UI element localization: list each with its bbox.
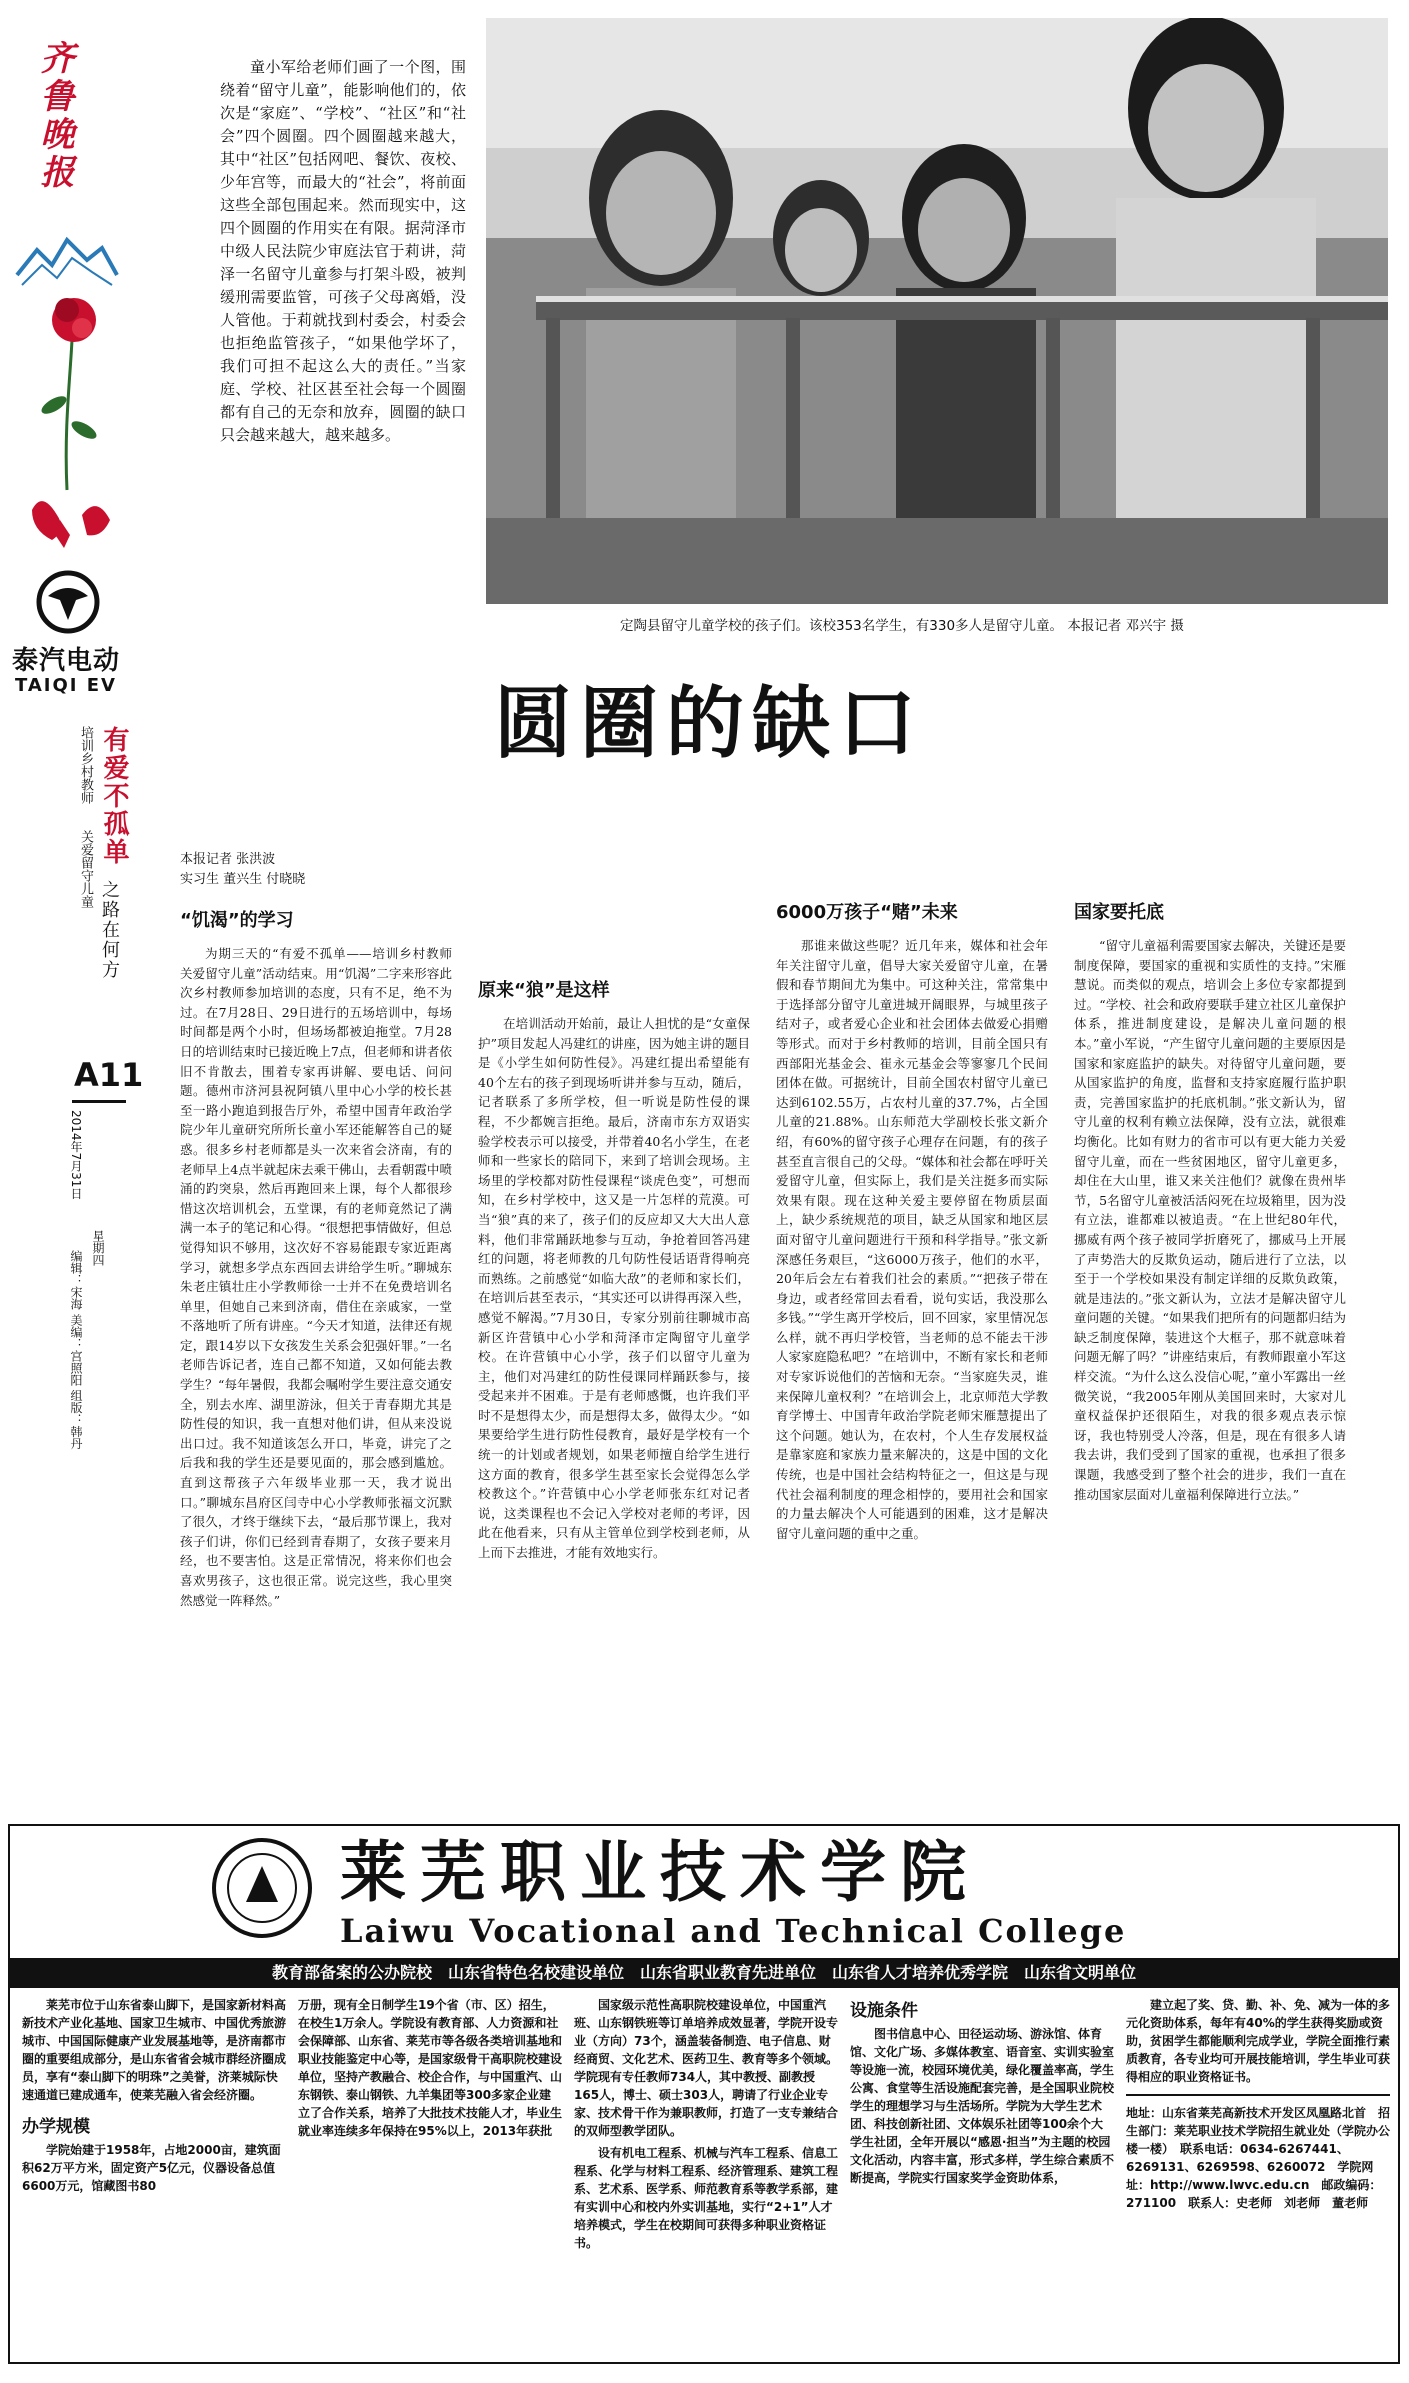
- masthead-paper-name: 齐鲁晚报: [34, 40, 74, 192]
- article-col-4: [1074, 838, 1346, 1818]
- sponsor-brand: 泰汽电动: [11, 646, 120, 676]
- sponsor-brand-en: TAIQI EV: [14, 675, 117, 696]
- series-sub: 之路在何方: [99, 880, 120, 980]
- ad-col4-subhead: 设施条件: [850, 2001, 918, 2021]
- col3-subhead: 6000万孩子“赌”未来: [776, 902, 958, 923]
- byline-line1: 本报记者 张洪波: [180, 852, 276, 867]
- series-kicker-right: 关爱留守儿童: [78, 830, 93, 908]
- ad-col1-b: 学院始建于1958年，占地2000亩，建筑面积62万平方米，固定资产5亿元，仪器设备总值6600万元，馆藏图书80: [22, 2143, 281, 2193]
- ad-col3-b: 设有机电工程系、机械与汽车工程系、信息工程系、化学与材料工程系、经济管理系、建筑工程系、艺术系、医学系、师范教育系等教学系部，建有实训中心和校内外实训基地，实行“2+1”人才培养模式，学生在校期间可获得多种职业资格证书。: [574, 2146, 838, 2250]
- left-rail: [0, 0, 144, 1800]
- article-col-1: [180, 900, 452, 1820]
- ad-col-5: [1126, 1996, 1390, 2356]
- ad-col5-text: 建立起了奖、贷、勤、补、免、减为一体的多元化资助体系，每年有40%的学生获得奖励或资助，贫困学生都能顺利完成学业，学院全面推行素质教育，各专业均可开展技能培训，学生毕业可获得相应的职业资格证书。: [1126, 1998, 1390, 2084]
- page-date: 2014年7月31日: [69, 1110, 83, 1200]
- ad-college-name: 莱芜职业技术学院: [340, 1833, 980, 1911]
- rail-rule: [72, 1100, 126, 1103]
- col4-text: “留守儿童福利需要国家去解决，关键还是要制度保障，要国家的重视和实质性的支持。”宋雁慧说。而类似的观点，培训会上多位专家都提到过。“学校、社会和政府要联手建立社区儿童保护体系，推进制度建设，是解决儿童问题的根本。”童小军说，“产生留守儿童问题的主要原因是国家和家庭监护的缺失。对待留守儿童问题，要从国家监护的角度，监督和支持家庭履行监护职责，完善国家监护的托底机制。”张文新认为，留守儿童的权利有赖立法保障，没有立法，就很难均衡化。比如有财力的省市可以有更大能力关爱留守儿童，而在一些贫困地区，留守儿童更多，却住在大山里，谁又来关注他们？就像在贵州毕节，5名留守儿童被活活闷死在垃圾箱里，因为没有立法，谁都难以被追责。“在上世纪80年代，挪威有两个孩子被同学折磨死了，挪威马上开展了声势浩大的反欺负运动，随后进行了立法，以至于一个学校如果没有制定详细的反欺负政策，就是违法的。”张文新认为，立法才是解决留守儿童问题的关键。“如果我们把所有的问题都归结为缺乏制度保障，装进这个大框子，那不就意味着问题无解了吗？”讲座结束后，有教师跟童小军这样交流。“为什么这么没信心呢，”童小军露出一丝微笑说，“我2005年刚从美国回来时，大家对儿童权益保护还很陌生，对我的很多观点表示惊讶，我也特别受人冷落，但是，现在有很多人请我去讲，我们受到了国家的重视，也承担了很多课题，我感受到了整个社会的进步，我们一直在推动国家层面对儿童福利保障进行立法。”: [1074, 938, 1346, 1502]
- article-col-2: [478, 838, 750, 1818]
- ad-col5-rule: [1126, 2094, 1390, 2096]
- col1-subhead: “饥渴”的学习: [180, 910, 294, 931]
- col2-text: 在培训活动开始前，最让人担忧的是“女童保护”项目发起人冯建红的讲座，因为她主讲的题目是《小学生如何防性侵》。冯建红提出希望能有40个左右的孩子到现场听讲并参与互动，随后，记者联系了多所学校，但一听说是防性侵的课程，不少都婉言拒绝。最后，济南市东方双语实验学校表示可以接受，并带着40名小学生，在老师和一些家长的陪同下，来到了培训会现场。主场里的学校都对防性侵课程“谈虎色变”，可想而知，在乡村学校中，这又是一片怎样的荒漠。可当“狼”真的来了，孩子们的反应却又大大出人意料，他们非常踊跃地参与互动，争抢着回答冯建红的问题，将老师教的几句防性侵话语背得响亮而熟练。之前感觉“如临大敌”的老师和家长们，在培训后甚至表示，“其实还可以讲得再深入些，感觉不解渴。”7月30日，专家分别前往聊城市高新区许营镇中心小学和菏泽市定陶留守儿童学校。在许营镇中心小学，孩子们以留守儿童为主，他们对冯建红的防性侵课同样踊跃参与，接受起来并不困难。于是有老师感慨，也许我们平时不是想得太少，而是想得太多，做得太少。“如果要给学生进行防性侵教育，最好是学校有一个统一的计划或者规划，如果老师擅自给学生进行这方面的教育，很多学生甚至家长会觉得怎么学校教这个。”许营镇中心小学老师张东红对记者说，这类课程也不会记入学校对老师的考评，因此在他看来，只有从主管单位到学校到老师，从上而下去推进，才能有效地实行。: [478, 1016, 750, 1561]
- lead-photo: [486, 18, 1388, 604]
- ad-col-2: [298, 1996, 562, 2356]
- ad-col2-text: 万册，现有全日制学生19个省（市、区）招生，在校生1万余人。学院设有教育部、人力资源和社会保障部、山东省、莱芜市等各级各类培训基地和职业技能鉴定中心等，是国家级骨干高职院校建设单位，坚持产教融合、校企合作，与中国重汽、山东钢铁、泰山钢铁、九羊集团等300多家企业建立了合作关系，培养了大批技术技能人才，毕业生就业率连续多年保持在95%以上，2013年获批: [298, 1998, 562, 2138]
- page-editor: 编辑：宋海 美编：宫照阳 组版：韩丹: [69, 1250, 83, 1450]
- ad-banner: 教育部备案的公办院校 山东省特色名校建设单位 山东省职业教育先进单位 山东省人才培养优秀学院 山东省文明单位: [10, 1958, 1398, 1988]
- ad-col-3: [574, 1996, 838, 2356]
- col2-subhead: 原来“狼”是这样: [478, 980, 610, 1001]
- series-kicker-left: 培训乡村教师: [78, 726, 93, 804]
- ad-block: [8, 1824, 1400, 2364]
- page-number: A11: [74, 1056, 144, 1094]
- page-weekday: 星期四: [91, 1230, 105, 1266]
- photo-caption: 定陶县留守儿童学校的孩子们。该校353名学生，有330多人是留守儿童。 本报记者 邓兴宇 摄: [620, 618, 1184, 634]
- ad-col1-text: 莱芜市位于山东省泰山脚下，是国家新材料高新技术产业化基地、国家卫生城市、中国优秀旅游城市、中国国际健康产业发展基地等，是济南都市圈的重要组成部分，是山东省省会城市群经济圈成员，享有“泰山脚下的明珠”之美誉，济莱城际快速通道已建成通车，使莱芜融入省会经济圈。: [22, 1998, 286, 2102]
- college-seal-icon: [210, 1836, 314, 1940]
- ad-col-1: [22, 1996, 286, 2356]
- intro-text: 童小军给老师们画了一个图，围绕着“留守儿童”，能影响他们的，依次是“家庭”、“学校”、“社区”和“社会”四个圆圈。四个圆圈越来越大，其中“社区”包括网吧、餐饮、夜校、少年宫等，而最大的“社会”，将前面这些全部包围起来。然而现实中，这四个圆圈的作用实在有限。据菏泽市中级人民法院少审庭法官于莉讲，菏泽一名留守儿童参与打架斗殴，被判缓刑需要监管，可孩子父母离婚，没人管他。于莉就找到村委会，村委会也拒绝监管孩子，“如果他学坏了，我们可担不起这么大的责任。”当家庭、学校、社区甚至社会每一个圆圈都有自己的无奈和放弃，圆圈的缺口只会越来越大，越来越多。: [220, 58, 466, 444]
- ad-col5-contact: 地址：山东省莱芜高新技术开发区凤凰路北首 招生部门：莱芜职业技术学院招生就业处（学院办公楼一楼） 联系电话：0634-6267441、6269131、6269598、6260072 学院网址：http://www.lwvc.edu.cn 邮政编码：271100 联系人：史老师 刘老师 董老师: [1126, 2106, 1390, 2210]
- ad-col3-text: 国家级示范性高职院校建设单位，中国重汽班、山东钢铁班等订单培养成效显著，学院开设专业（方向）73个，涵盖装备制造、电子信息、财经商贸、文化艺术、医药卫生、教育等多个领域。学院现有专任教师734人，其中教授、副教授165人，博士、硕士303人，聘请了行业企业专家、技术骨干作为兼职教师，打造了一支专兼结合的双师型教学团队。: [574, 1998, 838, 2138]
- headline: 圆圈的缺口: [494, 679, 925, 769]
- col1-text: 为期三天的“有爱不孤单——培训乡村教师 关爱留守儿童”活动结束。用“饥渴”二字来形容此次乡村教师参加培训的态度，只有不足，绝不为过。在7月28日、29日进行的五场培训中，每场时间都是两个小时，但场场都被迫拖堂。7月28日的培训结束时已接近晚上7点，但老师和讲者依旧不肯散去，围着专家再讲解、要电话、问问题。德州市济河县祝阿镇八里中心小学的校长甚至一路小跑追到报告厅外，希望中国青年政治学院少年儿童研究所所长童小军还能解答自己的疑惑。很多乡村老师都是头一次来省会济南，有的老师早上4点半就起床去乘干佛山，去看朝霞中喷涌的趵突泉，然后再跑回来上课，每个人都很珍惜这次培训机会，五堂课，有的老师竟然记了满满一本子的笔记和心得。“很想把事情做好，但总觉得知识不够用，这次好不容易能跟专家近距离学习，就想多学点东西回去讲给学生听。”聊城东朱老庄镇壮庄小学教师徐一士并不在免费培训名单里，但她自己来到济南，借住在亲戚家，一堂不落地听了所有讲座。“今天才知道，法律还有规定，跟14岁以下女孩发生关系会犯强奸罪。”一名老师告诉记者，连自己都不知道，又如何能去教学生？“每年暑假，我都会嘱咐学生要注意交通安全，别去水库、湖里游泳，但关于青春期尤其是防性侵的知识，我一直想对他们讲，但从来没说出口过。我不知道该怎么开口，毕竟，讲完了之后我和我的学生还是要见面的，那会感到尴尬。直到这帮孩子六年级毕业那一天，我才说出口。”聊城东昌府区闫寺中心小学教师张福文沉默了很久，才终于继续下去，“最后那节课上，我对孩子们讲，你们已经到青春期了，女孩子要来月经，也不要害怕。这是正常情况，将来你们也会喜欢男孩子，这也很正常。说完这些，我心里突然感觉一阵释然。”: [180, 946, 452, 1608]
- col3-text: 那谁来做这些呢？近几年来，媒体和社会年年关注留守儿童，倡导大家关爱留守儿童，在暑假和春节期间尤为集中。可这种关注，常常集中于选择部分留守儿童进城开阔眼界，与城里孩子结对子，或者爱心企业和社会团体去做爱心捐赠等形式。而对于乡村教师的培训，目前全国只有西部阳光基金会、崔永元基金会等寥寥几个民间团体在做。可据统计，目前全国农村留守儿童已达到6102.55万，占农村儿童的37.7%，占全国儿童的21.88%。山东师范大学副校长张文新介绍，有60%的留守孩子心理存在问题，有的孩子甚至直言很自己的父母。“媒体和社会都在呼吁关爱留守儿童，但实际上，我们是关注挺多而实际效果有限。现在这种关爱主要停留在物质层面上，缺少系统规范的项目，缺乏从国家和地区层面对留守儿童问题进行干预和科学指导。”张文新深感任务艰巨，“这6000万孩子，他们的水平，20年后会左右着我们社会的素质。”“把孩子带在身边，或者经常回去看看，说句实话，我没那么多钱。”“学生离开学校后，回不回家，家里情况怎么样，就不再归学校管，当老师的总不能去干涉人家家庭隐私吧？”在培训中，不断有家长和老师对专家诉说他们的苦恼和无奈。“当家庭失灵，谁来保障儿童权利？”在培训会上，北京师范大学教育学博士、中国青年政治学院老师宋雁慧提出了这个问题。她认为，在农村，个人生存发展权益是靠家庭和家族力量来解决的，这是中国的文化传统，也是中国社会结构特征之一，但这是与现代社会福利制度的理念相悖的，要用社会和国家的力量去解决个人可能遇到的困难，这才是解决留守儿童问题的重中之重。: [776, 938, 1048, 1541]
- taiqi-logo-icon: [36, 570, 100, 634]
- ad-college-name-en: Laiwu Vocational and Technical College: [340, 1912, 1127, 1950]
- ad-col4-text: 图书信息中心、田径运动场、游泳馆、体育馆、文化广场、多媒体教室、语音室、实训实验室等设施一流，校园环境优美，绿化覆盖率高，学生公寓、食堂等生活设施配套完善，是全国职业院校学生的理想学习与生活场所。学院为大学生艺术团、科技创新社团、文体娱乐社团等100余个大学生社团，全年开展以“感恩·担当”为主题的校园文化活动，内容丰富，形式多样，学生综合素质不断提高，学院实行国家奖学金资助体系，: [850, 2027, 1114, 2185]
- ad-col-4: [850, 1996, 1114, 2356]
- ad-col1-subhead: 办学规模: [22, 2117, 90, 2137]
- rose-logo: [12, 230, 122, 550]
- col4-subhead: 国家要托底: [1074, 902, 1164, 923]
- article-col-3: [776, 838, 1048, 1818]
- series-title: 有爱不孤单: [99, 726, 129, 866]
- byline-line2: 实习生 董兴生 付晓晓: [180, 872, 306, 887]
